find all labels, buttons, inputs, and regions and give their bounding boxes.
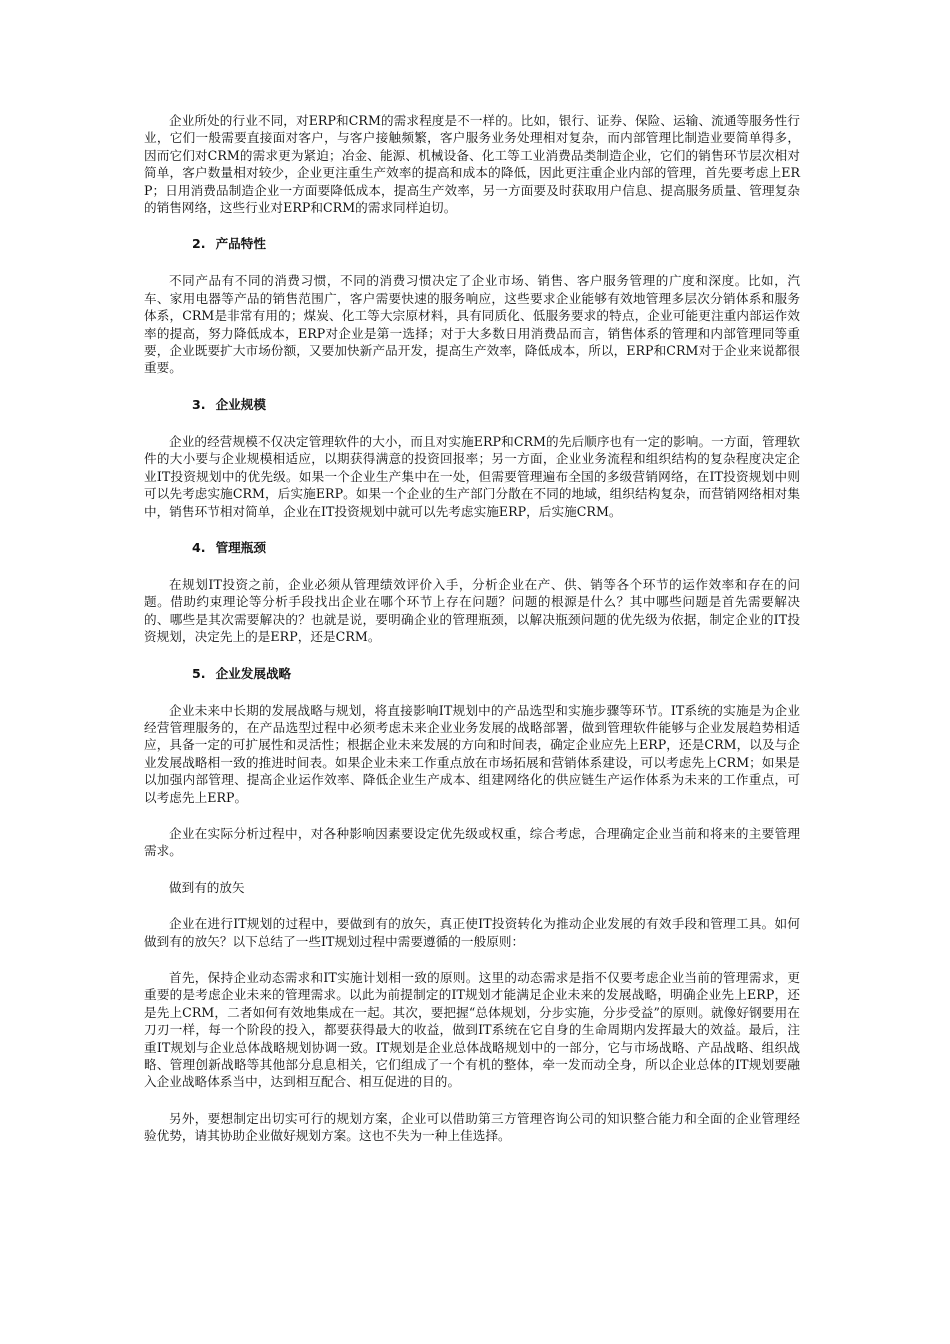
- section-number: 2.: [192, 236, 206, 252]
- document-body: [144, 112, 800, 1164]
- paragraph-consulting: 另外，要想制定出切实可行的规划方案，企业可以借助第三方管理咨询公司的知识整合能力和全面的企业管理经验优势，请其协助企业做好规划方案。这也不失为一种上佳选择。: [144, 1110, 800, 1144]
- paragraph-principles: 首先，保持企业动态需求和IT实施计划相一致的原则。这里的动态需求是指不仅要考虑企业当前的管理需求，更重要的是考虑企业未来的管理需求。以此为前提制定的IT规划才能满足企业未来的发展战略，明确企业先上ERP，还是先上CRM，二者如何有效地集成在一起。其次，要把握“总体规划，分步实施，分步受益”的原则。就像好钢要用在刀刃一样，每一个阶段的投入，都要获得最大的收益，做到IT系统在它自身的生命周期内发挥最大的效益。最后，注重IT规划与企业总体战略规划协调一致。IT规划是企业总体战略规划中的一部分，它与市场战略、产品战略、组织战略、管理创新战略等其他部分息息相关，它们组成了一个有机的整体，牵一发而动全身，所以企业总体的IT规划要融入企业战略体系当中，达到相互配合、相互促进的目的。: [144, 970, 800, 1090]
- paragraph-product-features: 不同产品有不同的消费习惯，不同的消费习惯决定了企业市场、销售、客户服务管理的广度和深度。比如，汽车、家用电器等产品的销售范围广，客户需要快速的服务响应，这些要求企业能够有效地管理多层次分销体系和服务体系，CRM是非常有用的；煤炭、化工等大宗原材料，具有同质化、低服务要求的特点，企业可能更注重内部运作效率的提高，努力降低成本，ERP对企业是第一选择；对于大多数日用消费品而言，销售体系的管理和内部管理同等重要，企业既要扩大市场份额，又要加快新产品开发，提高生产效率，降低成本，所以，ERP和CRM对于企业来说都很重要。: [144, 273, 800, 376]
- section-title: 管理瓶颈: [215, 539, 266, 555]
- paragraph-it-planning-intro: 企业在进行IT规划的过程中，要做到有的放矢，真正使IT投资转化为推动企业发展的有效手段和管理工具。如何做到有的放矢？以下总结了一些IT规划过程中需要遵循的一般原则：: [144, 916, 800, 949]
- paragraph-priority-weighting: 企业在实际分析过程中，对各种影响因素要设定优先级或权重，综合考虑，合理确定企业当前和将来的主要管理需求。: [144, 825, 800, 859]
- paragraph-industry: 企业所处的行业不同，对ERP和CRM的需求程度是不一样的。比如，银行、证券、保险、运输、流通等服务性行业，它们一般需要直接面对客户，与客户接触频繁，客户服务业务处理相对复杂，而内部管理比制造业要简单得多，因而它们对CRM的需求更为紧迫；冶金、能源、机械设备、化工等工业消费品类制造企业，它们的销售环节层次相对简单，客户数量相对较少，企业更注重生产效率的提高和成本的降低，因此更注重企业内部的管理，首先要考虑上ERP；日用消费品制造企业一方面要降低成本，提高生产效率，另一方面要及时获取用户信息、提高服务质量、管理复杂的销售网络，这些行业对ERP和CRM的需求同样迫切。: [144, 113, 800, 216]
- section-heading-development-strategy: [144, 665, 800, 683]
- section-number: 5.: [192, 665, 206, 681]
- subheading-targeted: 做到有的放矢: [169, 879, 245, 895]
- section-title: 企业发展战略: [215, 665, 292, 681]
- section-heading-product-features: [144, 235, 800, 253]
- section-heading-company-scale: [144, 396, 800, 414]
- section-heading-management-bottleneck: [144, 539, 800, 557]
- section-title: 产品特性: [215, 236, 266, 252]
- paragraph-company-scale: 企业的经营规模不仅决定管理软件的大小，而且对实施ERP和CRM的先后顺序也有一定的影响。一方面，管理软件的大小要与企业规模相适应，以期获得满意的投资回报率；另一方面，企业业务流程和组织结构的复杂程度决定企业IT投资规划中的优先级。如果一个企业生产集中在一处，但需要管理遍布全国的多级营销网络，在IT投资规划中则可以先考虑实施CRM，后实施ERP。如果一个企业的生产部门分散在不同的地域，组织结构复杂，而营销网络相对集中，销售环节相对简单，企业在IT投资规划中就可以先考虑实施ERP，后实施CRM。: [144, 433, 800, 519]
- section-number: 3.: [192, 396, 206, 412]
- paragraph-management-bottleneck: 在规划IT投资之前，企业必须从管理绩效评价入手，分析企业在产、供、销等各个环节的运作效率和存在的问题。借助约束理论等分析手段找出企业在哪个环节上存在问题？问题的根源是什么？其中哪些问题是首先需要解决的、哪些是其次需要解决的？也就是说，要明确企业的管理瓶颈，以解决瓶颈问题的优先级为依据，制定企业的IT投资规划，决定先上的是ERP，还是CRM。: [144, 576, 800, 645]
- section-number: 4.: [192, 539, 206, 555]
- section-title: 企业规模: [215, 396, 266, 412]
- paragraph-development-strategy: 企业未来中长期的发展战略与规划，将直接影响IT规划中的产品选型和实施步骤等环节。IT系统的实施是为企业经营管理服务的，在产品选型过程中必须考虑未来企业业务发展的战略部署，做到管理软件能够与企业发展趋势相适应，具备一定的可扩展性和灵活性；根据企业未来发展的方向和时间表，确定企业应先上ERP，还是CRM，以及与企业发展战略相一致的推进时间表。如果企业未来工作重点放在市场拓展和营销体系建设，可以考虑先上CRM；如果是以加强内部管理、提高企业运作效率、降低企业生产成本、组建网络化的供应链生产运作体系为未来的工作重点，可以考虑先上ERP。: [144, 702, 800, 805]
